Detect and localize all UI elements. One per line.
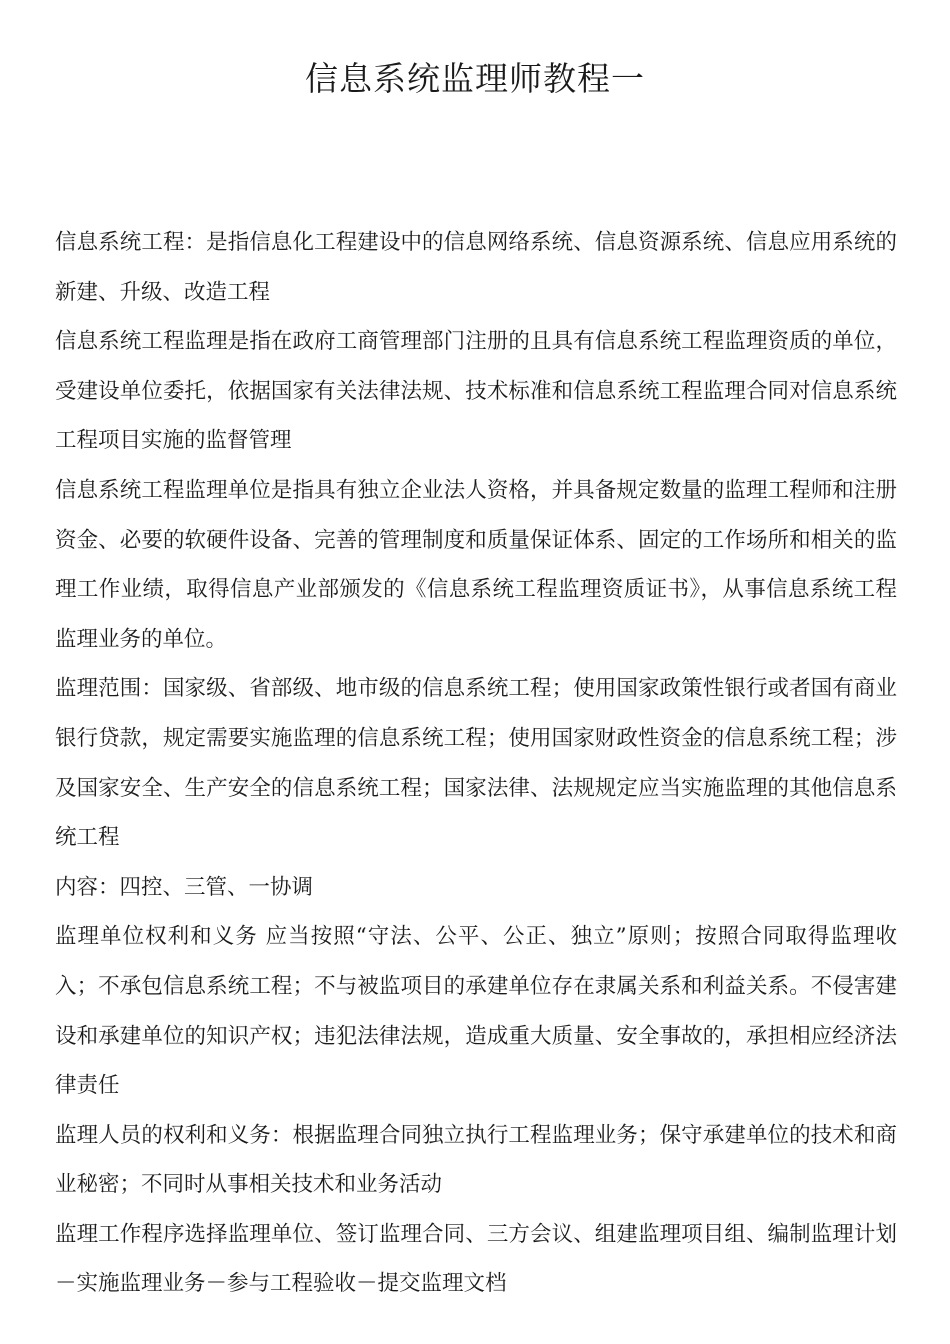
- paragraph-supervision-scope: 监理范围：国家级、省部级、地市级的信息系统工程；使用国家政策性银行或者国有商业银行贷款，规定需要实施监理的信息系统工程；使用国家财政性资金的信息系统工程；涉及国家安全、生产安全的信息系统工程；国家法律、法规规定应当实施监理的其他信息系统工程: [55, 676, 897, 851]
- paragraph-definition-is-engineering: 信息系统工程：是指信息化工程建设中的信息网络系统、信息资源系统、信息应用系统的新建、升级、改造工程: [55, 230, 897, 305]
- page-title: 信息系统监理师教程一: [305, 59, 645, 98]
- document-body: [55, 218, 897, 1309]
- paragraph-definition-supervision: 信息系统工程监理是指在政府工商管理部门注册的且具有信息系统工程监理资质的单位，受建设单位委托，依据国家有关法律法规、技术标准和信息系统工程监理合同对信息系统工程项目实施的监督管理: [55, 329, 897, 454]
- paragraph-content: 内容：四控、三管、一协调: [55, 874, 314, 900]
- paragraph-supervision-unit: 信息系统工程监理单位是指具有独立企业法人资格，并具备规定数量的监理工程师和注册资金、必要的软硬件设备、完善的管理制度和质量保证体系、固定的工作场所和相关的监理工作业绩，取得信息产业部颁发的《信息系统工程监理资质证书》，从事信息系统工程监理业务的单位。: [55, 477, 897, 652]
- paragraph-staff-rights-duties: 监理人员的权利和义务：根据监理合同独立执行工程监理业务；保守承建单位的技术和商业秘密；不同时从事相关技术和业务活动: [55, 1122, 897, 1198]
- paragraph-work-procedure: 监理工作程序选择监理单位、签订监理合同、三方会议、组建监理项目组、编制监理计划－实施监理业务－参与工程验收－提交监理文档: [55, 1221, 897, 1297]
- paragraph-unit-rights-duties: 监理单位权利和义务 应当按照“守法、公平、公正、独立”原则；按照合同取得监理收入；不承包信息系统工程；不与被监项目的承建单位存在隶属关系和利益关系。不侵害建设和承建单位的知识产权；违犯法律法规，造成重大质量、安全事故的，承担相应经济法律责任: [55, 924, 897, 1099]
